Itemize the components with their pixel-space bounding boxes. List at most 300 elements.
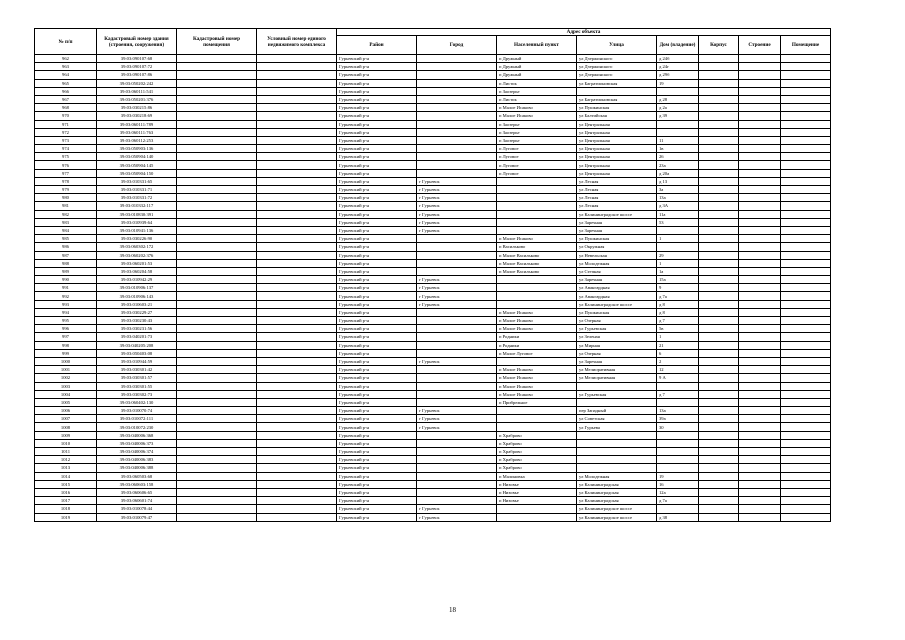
cell-cadastral-room (177, 63, 257, 71)
cell-house: д 2а (657, 104, 699, 112)
cell-settlement: п Низовье (497, 480, 577, 488)
cell-korpus (699, 497, 739, 505)
cell-street: ул Багратионовская (577, 79, 657, 87)
table-row (35, 161, 831, 169)
cell-korpus (699, 235, 739, 243)
cell-room (781, 79, 831, 87)
cell-cadastral-number: 39:03:050904:140 (97, 153, 177, 161)
cell-house: 13а (657, 194, 699, 202)
cell-number: 994 (35, 308, 97, 316)
cell-settlement: п Заозерье (497, 87, 577, 95)
cell-cadastral-number: 39:03:060302:172 (97, 243, 177, 251)
page-number: 18 (449, 606, 456, 614)
cell-house (657, 382, 699, 390)
cell-number: 995 (35, 317, 97, 325)
cell-number: 982 (35, 210, 97, 218)
cell-house: д 29б (657, 71, 699, 79)
cell-district: Гурьевский р-н (337, 177, 417, 185)
cell-room (781, 480, 831, 488)
cell-complex-number (257, 226, 337, 234)
cell-house: 11 (657, 136, 699, 144)
cell-street: ул Дзержинского (577, 55, 657, 63)
cell-complex-number (257, 374, 337, 382)
cell-settlement (497, 226, 577, 234)
cell-cadastral-number: 39:03:040205:208 (97, 341, 177, 349)
cell-street (577, 456, 657, 464)
cell-house (657, 505, 699, 513)
cell-district: Гурьевский р-н (337, 480, 417, 488)
cell-room (781, 128, 831, 136)
cell-number: 964 (35, 71, 97, 79)
cell-district: Гурьевский р-н (337, 136, 417, 144)
cell-cadastral-number: 39:03:010072:230 (97, 423, 177, 431)
cell-district: Гурьевский р-н (337, 79, 417, 87)
table-body (35, 55, 831, 522)
cell-complex-number (257, 267, 337, 275)
cell-house: д 3А (657, 202, 699, 210)
cell-house: д 7а (657, 292, 699, 300)
table-row (35, 194, 831, 202)
cell-complex-number (257, 104, 337, 112)
cell-building (739, 55, 781, 63)
cell-settlement (497, 218, 577, 226)
cell-street: ул Мелиоративная (577, 374, 657, 382)
cell-house: 53 (657, 218, 699, 226)
table-row (35, 112, 831, 120)
cell-korpus (699, 169, 739, 177)
cell-korpus (699, 374, 739, 382)
cell-building (739, 415, 781, 423)
cell-house: д 28 (657, 95, 699, 103)
cell-city (417, 63, 497, 71)
cell-house: 1 (657, 259, 699, 267)
header-district: Район (337, 36, 417, 55)
cell-cadastral-room (177, 161, 257, 169)
cell-cadastral-room (177, 87, 257, 95)
cell-cadastral-number: 39:03:090107:86 (97, 71, 177, 79)
cell-house: 39а (657, 415, 699, 423)
cell-street: ул Калининградская (577, 480, 657, 488)
cell-cadastral-room (177, 366, 257, 374)
cell-district: Гурьевский р-н (337, 374, 417, 382)
cell-house: 16 (657, 480, 699, 488)
cell-complex-number (257, 480, 337, 488)
table-row (35, 374, 831, 382)
cell-cadastral-number: 39:03:040201:73 (97, 333, 177, 341)
cell-complex-number (257, 136, 337, 144)
table-row (35, 63, 831, 71)
cell-number: 973 (35, 136, 97, 144)
cell-number: 986 (35, 243, 97, 251)
cell-city (417, 120, 497, 128)
cell-korpus (699, 186, 739, 194)
cell-cadastral-number: 39:03:060111:763 (97, 128, 177, 136)
cell-house: д 38 (657, 513, 699, 521)
cell-korpus (699, 456, 739, 464)
cell-complex-number (257, 63, 337, 71)
table-row (35, 235, 831, 243)
cell-complex-number (257, 448, 337, 456)
cell-cadastral-room (177, 112, 257, 120)
cell-korpus (699, 226, 739, 234)
cell-building (739, 374, 781, 382)
cell-district: Гурьевский р-н (337, 317, 417, 325)
cell-city (417, 169, 497, 177)
cell-house: 5в (657, 325, 699, 333)
cell-district: Гурьевский р-н (337, 284, 417, 292)
cell-cadastral-room (177, 415, 257, 423)
cell-street: ул Молодежная (577, 472, 657, 480)
table-row (35, 87, 831, 95)
table-row (35, 79, 831, 87)
table-row (35, 431, 831, 439)
cell-number: 985 (35, 235, 97, 243)
cell-complex-number (257, 488, 337, 496)
cell-korpus (699, 202, 739, 210)
cell-building (739, 87, 781, 95)
cell-settlement: п Дружный (497, 55, 577, 63)
table-row (35, 456, 831, 464)
table-row (35, 210, 831, 218)
cell-district: Гурьевский р-н (337, 325, 417, 333)
cell-number: 997 (35, 333, 97, 341)
cell-korpus (699, 136, 739, 144)
cell-building (739, 120, 781, 128)
cell-city (417, 390, 497, 398)
cell-complex-number (257, 464, 337, 472)
cell-number: 987 (35, 251, 97, 259)
cell-building (739, 497, 781, 505)
cell-cadastral-number: 39:03:010830:391 (97, 210, 177, 218)
cell-korpus (699, 480, 739, 488)
cell-street: ул Мелиоративная (577, 366, 657, 374)
cell-cadastral-number: 39:03:030218:69 (97, 112, 177, 120)
cell-house: д 8 (657, 300, 699, 308)
cell-settlement: п Малое Исаково (497, 390, 577, 398)
cell-cadastral-number: 39:03:010331:65 (97, 177, 177, 185)
cell-building (739, 407, 781, 415)
cell-house: д 24б (657, 55, 699, 63)
cell-number: 1003 (35, 382, 97, 390)
table-row (35, 71, 831, 79)
cell-house (657, 87, 699, 95)
cell-cadastral-room (177, 325, 257, 333)
cell-room (781, 497, 831, 505)
cell-district: Гурьевский р-н (337, 87, 417, 95)
cell-settlement: п Листок (497, 79, 577, 87)
cell-house: 12 (657, 366, 699, 374)
cell-cadastral-room (177, 177, 257, 185)
cell-city (417, 464, 497, 472)
cell-cadastral-room (177, 128, 257, 136)
cell-settlement (497, 513, 577, 521)
cell-house (657, 120, 699, 128)
cell-house (657, 398, 699, 406)
cell-cadastral-number: 39:03:010072:111 (97, 415, 177, 423)
cell-building (739, 71, 781, 79)
cell-korpus (699, 161, 739, 169)
cell-street: ул Центральная (577, 128, 657, 136)
cell-cadastral-room (177, 333, 257, 341)
cell-settlement: п Малое Исаково (497, 308, 577, 316)
table-row (35, 186, 831, 194)
cell-room (781, 95, 831, 103)
cell-settlement: п Малое Исаково (497, 382, 577, 390)
cell-complex-number (257, 407, 337, 415)
cell-number: 979 (35, 186, 97, 194)
cell-building (739, 259, 781, 267)
table-row (35, 341, 831, 349)
cell-building (739, 128, 781, 136)
cell-cadastral-room (177, 120, 257, 128)
cell-city (417, 267, 497, 275)
cell-city: г Гурьевск (417, 202, 497, 210)
table-row (35, 267, 831, 275)
cell-cadastral-number: 39:03:010941:136 (97, 226, 177, 234)
cell-building (739, 276, 781, 284)
header-city: Город (417, 36, 497, 55)
cell-city (417, 308, 497, 316)
cell-street: пер Западный (577, 407, 657, 415)
cell-cadastral-number: 39:03:060402:130 (97, 398, 177, 406)
cell-district: Гурьевский р-н (337, 145, 417, 153)
cell-district: Гурьевский р-н (337, 267, 417, 275)
cell-room (781, 259, 831, 267)
cell-district: Гурьевский р-н (337, 243, 417, 251)
cell-district: Гурьевский р-н (337, 398, 417, 406)
cell-complex-number (257, 325, 337, 333)
cell-complex-number (257, 169, 337, 177)
cell-korpus (699, 153, 739, 161)
cell-number: 1007 (35, 415, 97, 423)
cell-building (739, 145, 781, 153)
cell-house: д 7 (657, 317, 699, 325)
cell-district: Гурьевский р-н (337, 407, 417, 415)
cell-korpus (699, 112, 739, 120)
cell-korpus (699, 390, 739, 398)
cell-cadastral-number: 39:03:040006:368 (97, 431, 177, 439)
cell-complex-number (257, 308, 337, 316)
table-row (35, 513, 831, 521)
cell-room (781, 55, 831, 63)
cell-cadastral-number: 39:03:010906:143 (97, 292, 177, 300)
cell-settlement: п Малое Исаково (497, 325, 577, 333)
cell-house: 2 (657, 357, 699, 365)
cell-complex-number (257, 423, 337, 431)
cell-korpus (699, 448, 739, 456)
header-num: № п/п (35, 29, 97, 55)
cell-complex-number (257, 472, 337, 480)
cell-settlement: п Малое Исаково (497, 374, 577, 382)
cell-settlement (497, 407, 577, 415)
cell-number: 1002 (35, 374, 97, 382)
cell-room (781, 104, 831, 112)
cell-number: 1013 (35, 464, 97, 472)
cell-room (781, 349, 831, 357)
cell-house: 23а (657, 161, 699, 169)
cell-district: Гурьевский р-н (337, 349, 417, 357)
cell-cadastral-room (177, 513, 257, 521)
cell-complex-number (257, 382, 337, 390)
cell-room (781, 169, 831, 177)
cell-korpus (699, 284, 739, 292)
cell-settlement: п Луговое (497, 161, 577, 169)
cell-number: 962 (35, 55, 97, 63)
cell-city (417, 251, 497, 259)
cell-korpus (699, 292, 739, 300)
cell-house: д 7а (657, 497, 699, 505)
cell-building (739, 186, 781, 194)
cell-house: 19 (657, 79, 699, 87)
cell-korpus (699, 513, 739, 521)
table-row (35, 505, 831, 513)
cell-room (781, 267, 831, 275)
cell-house: 19 (657, 472, 699, 480)
cell-building (739, 267, 781, 275)
cell-number: 1000 (35, 357, 97, 365)
cell-district: Гурьевский р-н (337, 218, 417, 226)
cell-street (577, 439, 657, 447)
cell-city (417, 55, 497, 63)
cell-city (417, 349, 497, 357)
cell-city: г Гурьевск (417, 177, 497, 185)
cell-city (417, 382, 497, 390)
cell-street: ул Лесная (577, 177, 657, 185)
cell-building (739, 505, 781, 513)
cell-number: 983 (35, 218, 97, 226)
cell-cadastral-room (177, 439, 257, 447)
cell-korpus (699, 464, 739, 472)
cell-street: ул Окружная (577, 243, 657, 251)
cell-cadastral-number: 39:03:060201:53 (97, 259, 177, 267)
cell-korpus (699, 407, 739, 415)
cell-city: г Гурьевск (417, 292, 497, 300)
cell-korpus (699, 317, 739, 325)
cell-number: 975 (35, 153, 97, 161)
cell-korpus (699, 349, 739, 357)
cell-room (781, 398, 831, 406)
cell-district: Гурьевский р-н (337, 161, 417, 169)
cell-building (739, 79, 781, 87)
cell-cadastral-room (177, 276, 257, 284)
header-korpus: Корпус (699, 36, 739, 55)
cell-complex-number (257, 366, 337, 374)
table-row (35, 300, 831, 308)
cell-house: 1а (657, 267, 699, 275)
cell-district: Гурьевский р-н (337, 472, 417, 480)
cell-cadastral-room (177, 145, 257, 153)
cell-number: 970 (35, 112, 97, 120)
cell-room (781, 439, 831, 447)
header-building: Строение (739, 36, 781, 55)
cell-house: 6 (657, 349, 699, 357)
cell-cadastral-number: 39:03:010944:59 (97, 357, 177, 365)
cell-street: ул Калининградское шоссе (577, 300, 657, 308)
cell-complex-number (257, 251, 337, 259)
cell-room (781, 194, 831, 202)
cell-cadastral-room (177, 497, 257, 505)
cell-building (739, 300, 781, 308)
cell-city (417, 153, 497, 161)
cell-building (739, 226, 781, 234)
cell-complex-number (257, 341, 337, 349)
cell-cadastral-room (177, 390, 257, 398)
cell-settlement: п Прибрежное (497, 398, 577, 406)
cell-cadastral-number: 39:03:060601:74 (97, 497, 177, 505)
cell-settlement: п Храброво (497, 464, 577, 472)
cell-building (739, 169, 781, 177)
table-row (35, 398, 831, 406)
table-row (35, 366, 831, 374)
cell-number: 977 (35, 169, 97, 177)
cell-room (781, 235, 831, 243)
cell-settlement: п Низовье (497, 497, 577, 505)
cell-city (417, 325, 497, 333)
cell-city (417, 243, 497, 251)
table-row (35, 136, 831, 144)
cell-building (739, 382, 781, 390)
cell-korpus (699, 79, 739, 87)
cell-room (781, 292, 831, 300)
cell-complex-number (257, 120, 337, 128)
table-row (35, 259, 831, 267)
table-row (35, 415, 831, 423)
cell-cadastral-number: 39:03:050904:145 (97, 161, 177, 169)
cell-district: Гурьевский р-н (337, 497, 417, 505)
table-row (35, 480, 831, 488)
cell-number: 989 (35, 267, 97, 275)
cell-cadastral-room (177, 341, 257, 349)
cell-cadastral-number: 39:03:060204:58 (97, 267, 177, 275)
cell-korpus (699, 120, 739, 128)
cell-city: г Гурьевск (417, 226, 497, 234)
cell-cadastral-room (177, 235, 257, 243)
cell-settlement: п Низовье (497, 488, 577, 496)
table-row (35, 390, 831, 398)
cell-cadastral-room (177, 464, 257, 472)
cell-building (739, 218, 781, 226)
cell-settlement (497, 423, 577, 431)
cell-korpus (699, 71, 739, 79)
cell-cadastral-room (177, 407, 257, 415)
cell-cadastral-room (177, 480, 257, 488)
cell-number: 998 (35, 341, 97, 349)
cell-cadastral-room (177, 104, 257, 112)
cell-complex-number (257, 235, 337, 243)
cell-settlement: п Малое Исаково (497, 112, 577, 120)
cell-settlement: п Малое Исаково (497, 366, 577, 374)
cell-city (417, 259, 497, 267)
cell-district: Гурьевский р-н (337, 357, 417, 365)
cell-room (781, 112, 831, 120)
cell-street: ул Заречная (577, 218, 657, 226)
cell-house: 21 (657, 341, 699, 349)
cell-cadastral-room (177, 186, 257, 194)
cell-city (417, 104, 497, 112)
cell-building (739, 341, 781, 349)
cell-district: Гурьевский р-н (337, 276, 417, 284)
cell-city (417, 366, 497, 374)
cell-cadastral-room (177, 169, 257, 177)
cell-number: 1008 (35, 423, 97, 431)
table-row (35, 153, 831, 161)
cell-building (739, 95, 781, 103)
cell-cadastral-number: 39:03:060112:253 (97, 136, 177, 144)
cell-settlement: п Малиновка (497, 472, 577, 480)
cell-building (739, 161, 781, 169)
cell-settlement: п Малое Исаково (497, 317, 577, 325)
cell-house (657, 226, 699, 234)
